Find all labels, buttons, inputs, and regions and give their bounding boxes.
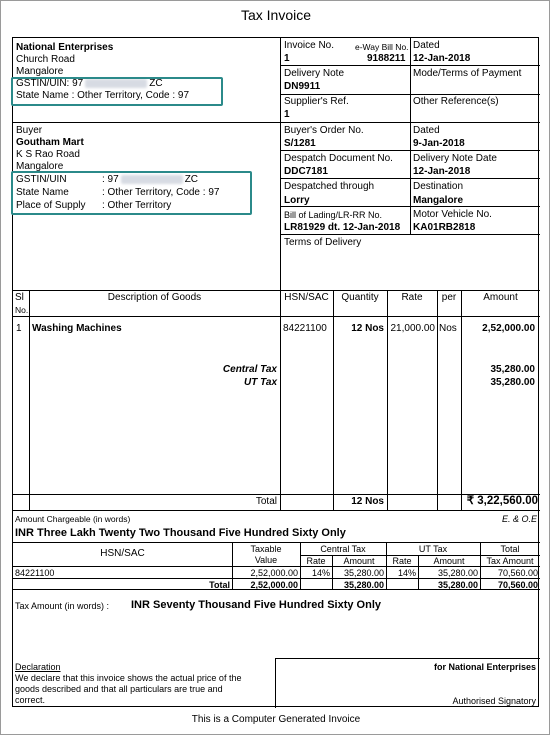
meta-divider [410,38,411,234]
tax-total-total: 70,560.00 [497,580,538,590]
buyer-gstin-label: GSTIN/UIN [16,174,67,185]
delivery-note-label: Delivery Note [284,68,345,79]
terms-label: Terms of Delivery [284,237,362,248]
items-total-label: Total [255,496,277,507]
col-amount: Amount [483,292,518,303]
destination-label: Destination [413,181,464,192]
tax-row-taxable: 2,52,000.00 [250,568,298,578]
vehicle-label: Motor Vehicle No. [413,209,492,220]
header-divider [280,38,281,290]
tax-row-c-amount: 35,280.00 [343,568,384,578]
vehicle-no: KA01RB2818 [413,222,476,233]
items-total-amount: ₹ 3,22,560.00 [466,495,538,507]
declaration-title: Declaration [15,662,61,672]
ut-tax-label: UT Tax [244,377,277,388]
tax-total-taxable: 2,52,000.00 [250,580,298,590]
destination: Mangalore [413,195,464,206]
item-hsn: 84221100 [283,323,327,334]
col-description: Description of Goods [107,292,202,303]
item-per: Nos [439,323,457,334]
despatch-through: Lorry [284,195,310,206]
col-hsn: HSN/SAC [284,292,329,303]
col-per: per [441,292,457,303]
buyer-gstin: : 97 ZC [102,174,199,185]
seller-state: State Name : Other Territory, Code : 97 [16,90,190,101]
buyer-state: : Other Territory, Code : 97 [102,187,220,198]
amount-words-label: Amount Chargeable (in words) [15,514,131,524]
eway-no: 9188211 [367,53,406,64]
central-tax-amount: 35,280.00 [490,364,535,375]
tax-col-central: Central Tax [320,544,366,554]
tax-row-u-rate: 14% [397,568,416,578]
eoe: E. & O.E [501,514,537,524]
table-row: 84221100 [15,568,55,578]
buyer-heading: Buyer [16,125,43,136]
tax-col-ut-rate: Rate [392,556,412,566]
table-row: 1 [16,323,22,334]
other-ref-label: Other Reference(s) [413,96,499,107]
delivery-date-label: Delivery Note Date [413,153,497,164]
despatch-through-label: Despatched through [284,181,375,192]
buyer-address1: K S Rao Road [16,149,80,160]
tax-row-c-rate: 14% [311,568,330,578]
bill-lading-label: Bill of Lading/LR-RR No. [284,210,383,220]
buyer-address2: Mangalore [16,161,64,172]
place-of-supply-label: Place of Supply [16,200,86,211]
order-dated-label: Dated [413,125,440,136]
seller-buyer-sep [13,122,281,123]
item-description: Washing Machines [32,323,122,334]
buyer-name: Goutham Mart [16,137,84,148]
tax-total-label: Total [209,580,230,590]
seller-address2: Mangalore [16,66,64,77]
delivery-note: DN9911 [284,81,321,92]
payment-mode-label: Mode/Terms of Payment [413,68,522,79]
declaration-line3: correct. [15,695,46,705]
place-of-supply: : Other Territory [102,200,172,211]
computer-generated-note: This is a Computer Generated Invoice [191,714,361,725]
ut-tax-amount: 35,280.00 [490,377,535,388]
eway-label: e-Way Bill No. [355,42,409,52]
col-sl: Sl [15,292,24,303]
buyer-gst-highlight [11,171,252,215]
supplier-ref-label: Supplier's Ref. [284,96,349,107]
tax-total-c-amount: 35,280.00 [343,580,384,590]
tax-col-total: Total [500,544,520,554]
tax-row-u-amount: 35,280.00 [437,568,478,578]
item-rate: 21,000.00 [390,323,435,334]
central-tax-label: Central Tax [222,364,277,375]
col-quantity: Quantity [341,292,379,303]
col-no: No. [15,305,29,315]
tax-col-value: Value [254,555,278,565]
invoice-frame [12,37,539,707]
item-qty: 12 Nos [351,323,384,334]
page-title: Tax Invoice [240,7,312,23]
tax-col-ut: UT Tax [418,544,448,554]
dated-label: Dated [413,40,440,51]
tax-total-u-amount: 35,280.00 [437,580,478,590]
signature-company: for National Enterprises [433,662,536,672]
despatch-doc-label: Despatch Document No. [284,153,393,164]
tax-col-ut-amount: Amount [433,556,465,566]
amount-in-words: INR Three Lakh Twenty Two Thousand Five Hundred Sixty Only [15,527,346,539]
item-amount: 2,52,000.00 [482,323,535,334]
supplier-ref: 1 [284,109,290,120]
items-total-qty: 12 Nos [351,496,384,507]
declaration-line1: We declare that this invoice shows the actual price of the [15,673,242,683]
tax-col-central-rate: Rate [306,556,326,566]
items-total-bottom [13,510,540,511]
buyer-order-label: Buyer's Order No. [284,125,364,136]
tax-col-hsn: HSN/SAC [100,548,145,559]
authorised-signatory: Authorised Signatory [452,696,536,706]
tax-col-taxable: Taxable [250,544,282,554]
order-date: 9-Jan-2018 [413,138,465,149]
seller-gstin: GSTIN/UIN: 97 ZC [16,78,163,89]
col-rate: Rate [401,292,423,303]
buyer-state-label: State Name [16,187,69,198]
tax-col-central-amount: Amount [343,556,375,566]
tax-in-words: INR Seventy Thousand Five Hundred Sixty Only [131,599,381,611]
buyer-order: S/1281 [284,138,316,149]
seller-gst-highlight [11,77,223,106]
invoice-no-label: Invoice No. [284,40,335,51]
seller-address1: Church Road [16,54,75,65]
despatch-doc: DDC7181 [284,166,328,177]
tax-col-tax-amount: Tax Amount [486,556,534,566]
seller-name: National Enterprises [16,42,114,53]
tax-row-total: 70,560.00 [497,568,538,578]
invoice-date: 12-Jan-2018 [413,53,471,64]
signature-box-top [275,658,540,659]
tax-words-label: Tax Amount (in words) : [15,601,110,611]
declaration-line2: goods described and that all particulars are true and [15,684,223,694]
bill-lading: LR81929 dt. 12-Jan-2018 [284,222,401,233]
invoice-no: 1 [284,53,290,64]
delivery-date: 12-Jan-2018 [413,166,471,177]
